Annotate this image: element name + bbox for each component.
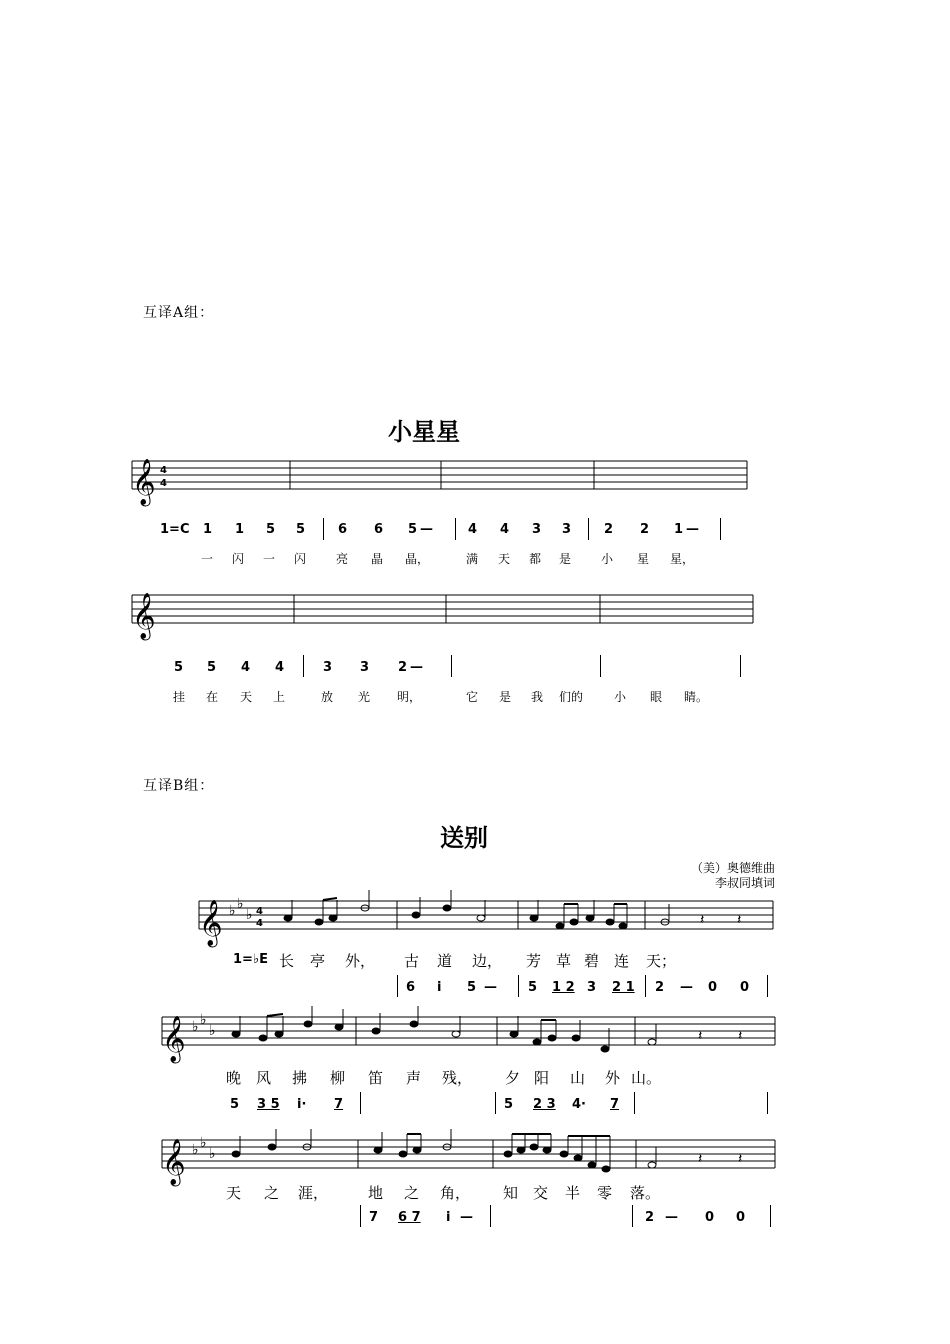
treble-clef-icon: 𝄞	[162, 1139, 186, 1185]
lyric: 半	[565, 1184, 581, 1202]
note: 3	[562, 522, 572, 537]
note: 5	[296, 522, 306, 537]
barline	[588, 518, 589, 540]
lyric: 外，	[345, 952, 376, 970]
lyric: 风	[256, 1069, 272, 1087]
dash: —	[410, 660, 423, 675]
staff-a1	[128, 455, 758, 515]
group-b-label: 互译B组：	[143, 778, 215, 794]
time-sig-top: 4	[160, 465, 167, 476]
note: 2	[640, 522, 650, 537]
lyric: 天	[240, 690, 253, 704]
lyric: 芳	[526, 952, 542, 970]
flat-icon: ♭	[209, 1023, 216, 1039]
barline	[360, 1205, 361, 1227]
dash: —	[460, 1210, 473, 1225]
barline	[451, 655, 452, 677]
song-title-songbie: 送别	[440, 823, 488, 852]
note: 1	[674, 522, 684, 537]
lyric: 阳	[534, 1069, 550, 1087]
note-pair: 2 3	[533, 1097, 556, 1112]
note: 5	[207, 660, 217, 675]
lyric: 天	[226, 1184, 242, 1202]
lyric: 满	[466, 552, 479, 566]
treble-clef-icon: 𝄞	[199, 900, 223, 946]
time-sig-top: 4	[256, 906, 263, 917]
note: 4	[468, 522, 478, 537]
lyric: 山。	[631, 1069, 662, 1087]
note: 5	[528, 980, 538, 995]
note: 0	[736, 1210, 746, 1225]
flat-icon: ♭	[209, 1146, 216, 1162]
barline	[634, 1092, 635, 1114]
lyric: 碧	[584, 952, 600, 970]
flat-icon: ♭	[200, 1135, 207, 1151]
barline	[600, 655, 601, 677]
barline	[518, 975, 519, 997]
note-pair: 2 1	[612, 980, 635, 995]
note: 2	[604, 522, 614, 537]
lyric: 连	[614, 952, 630, 970]
lyric: 眼	[650, 690, 663, 704]
lyric: 放	[321, 690, 334, 704]
note: 7	[334, 1097, 344, 1112]
note: 5	[266, 522, 276, 537]
lyric: 残，	[442, 1069, 473, 1087]
lyric: 交	[533, 1184, 549, 1202]
note: 3	[360, 660, 370, 675]
note: 5	[504, 1097, 514, 1112]
lyric: 是	[559, 552, 572, 566]
barline	[455, 518, 456, 540]
lyric: 山	[570, 1069, 586, 1087]
note: 2	[655, 980, 665, 995]
lyric: 草	[556, 952, 572, 970]
flat-icon: ♭	[246, 907, 253, 923]
staff-b3	[158, 1120, 783, 1188]
note: 3	[323, 660, 333, 675]
composer-credit: （美）奥德维曲	[690, 861, 775, 875]
barline	[767, 975, 768, 997]
note: 4	[241, 660, 251, 675]
staff-a2	[128, 587, 760, 647]
note-pair: 6 7	[398, 1210, 421, 1225]
note: 0	[740, 980, 750, 995]
lyric: 闪	[294, 552, 307, 566]
time-sig-bottom: 4	[256, 918, 263, 929]
rest-icon: 𝄽	[700, 912, 705, 928]
key-signature-a: 1=C	[160, 522, 190, 537]
staff-b1	[195, 888, 785, 950]
dash: —	[420, 522, 433, 537]
rest-icon: 𝄽	[698, 1151, 703, 1167]
lyric: 外	[605, 1069, 621, 1087]
note: 5	[408, 522, 418, 537]
group-a-label: 互译A组：	[143, 305, 215, 321]
lyric: 星	[637, 552, 650, 566]
lyric: 拂	[292, 1069, 308, 1087]
lyric: 在	[206, 690, 219, 704]
barline	[303, 655, 304, 677]
credits	[640, 861, 775, 891]
flat-icon: ♭	[200, 1012, 207, 1028]
lyric: 涯，	[298, 1184, 329, 1202]
note: 5	[467, 980, 477, 995]
lyric: 夕	[505, 1069, 521, 1087]
lyric: 亭	[310, 952, 326, 970]
barline	[645, 975, 646, 997]
flat-icon: ♭	[192, 1019, 199, 1035]
lyricist-credit: 李叔同填词	[714, 876, 775, 890]
note: 0	[705, 1210, 715, 1225]
lyric: 我	[531, 690, 544, 704]
note: 0	[708, 980, 718, 995]
lyric: 天	[498, 552, 511, 566]
note: i	[437, 980, 442, 995]
lyric: 边，	[472, 952, 503, 970]
treble-clef-icon: 𝄞	[162, 1016, 186, 1062]
note: 1	[203, 522, 213, 537]
barline	[360, 1092, 361, 1114]
flat-icon: ♭	[237, 896, 244, 912]
note: i	[446, 1210, 451, 1225]
note: 4	[500, 522, 510, 537]
note: 5	[174, 660, 184, 675]
lyric: 柳	[330, 1069, 346, 1087]
lyric: 它	[466, 690, 479, 704]
lyric: 星，	[670, 552, 695, 566]
note: 3	[587, 980, 597, 995]
lyric: 零	[597, 1184, 613, 1202]
barline	[740, 655, 741, 677]
treble-clef-icon: 𝄞	[132, 459, 156, 505]
lyric: 道	[437, 952, 453, 970]
barline	[767, 1092, 768, 1114]
lyric: 明，	[397, 690, 422, 704]
lyric: 晶	[371, 552, 384, 566]
lyric: 角，	[440, 1184, 471, 1202]
lyric: 小	[601, 552, 614, 566]
lyric: 晶，	[405, 552, 430, 566]
note: 3	[532, 522, 542, 537]
note: 2	[398, 660, 408, 675]
dash: —	[686, 522, 699, 537]
lyric: 一	[263, 552, 276, 566]
dash: —	[665, 1210, 678, 1225]
lyric: 落。	[630, 1184, 661, 1202]
note: 2	[645, 1210, 655, 1225]
key-signature-b: 1=♭E	[233, 952, 268, 967]
time-sig-bottom: 4	[160, 478, 167, 489]
barline	[770, 1205, 771, 1227]
lyric: 之	[404, 1184, 420, 1202]
note-pair: 3 5	[257, 1097, 280, 1112]
lyric: 上	[273, 690, 286, 704]
lyric: 挂	[173, 690, 186, 704]
note: 5	[230, 1097, 240, 1112]
lyric: 长	[279, 952, 295, 970]
song-title-xiaoxingxing: 小星星	[388, 417, 460, 446]
barline	[490, 1205, 491, 1227]
barline	[397, 975, 398, 997]
lyric: 都	[529, 552, 542, 566]
note: 6	[338, 522, 348, 537]
note: 1	[235, 522, 245, 537]
rest-icon: 𝄽	[738, 1151, 743, 1167]
barline	[632, 1205, 633, 1227]
note-pair: 1 2	[552, 980, 575, 995]
lyric: 之	[264, 1184, 280, 1202]
note: 4	[275, 660, 285, 675]
note: 6	[406, 980, 416, 995]
rest-icon: 𝄽	[698, 1028, 703, 1044]
lyric: 闪	[232, 552, 245, 566]
lyric: 小	[614, 690, 627, 704]
note: i·	[297, 1097, 307, 1112]
staff-b2	[158, 1004, 783, 1066]
barline	[323, 518, 324, 540]
lyric: 天；	[646, 952, 677, 970]
dash: —	[680, 980, 693, 995]
note: 4·	[572, 1097, 586, 1112]
lyric: 地	[368, 1184, 384, 1202]
lyric: 声	[406, 1069, 422, 1087]
rest-icon: 𝄽	[738, 1028, 743, 1044]
note: 6	[374, 522, 384, 537]
lyric: 古	[404, 952, 420, 970]
rest-icon: 𝄽	[737, 912, 742, 928]
lyric: 睛。	[684, 690, 709, 704]
barline	[495, 1092, 496, 1114]
note: 7	[610, 1097, 620, 1112]
treble-clef-icon: 𝄞	[132, 593, 156, 639]
lyric: 们的	[559, 690, 584, 704]
flat-icon: ♭	[229, 903, 236, 919]
lyric: 一	[201, 552, 214, 566]
dash: —	[484, 980, 497, 995]
lyric: 光	[358, 690, 371, 704]
barline	[720, 518, 721, 540]
lyric: 知	[503, 1184, 519, 1202]
lyric: 亮	[336, 552, 349, 566]
lyric: 晚	[226, 1069, 242, 1087]
lyric: 笛	[368, 1069, 384, 1087]
lyric: 是	[499, 690, 512, 704]
note: 7	[369, 1210, 379, 1225]
flat-icon: ♭	[192, 1142, 199, 1158]
